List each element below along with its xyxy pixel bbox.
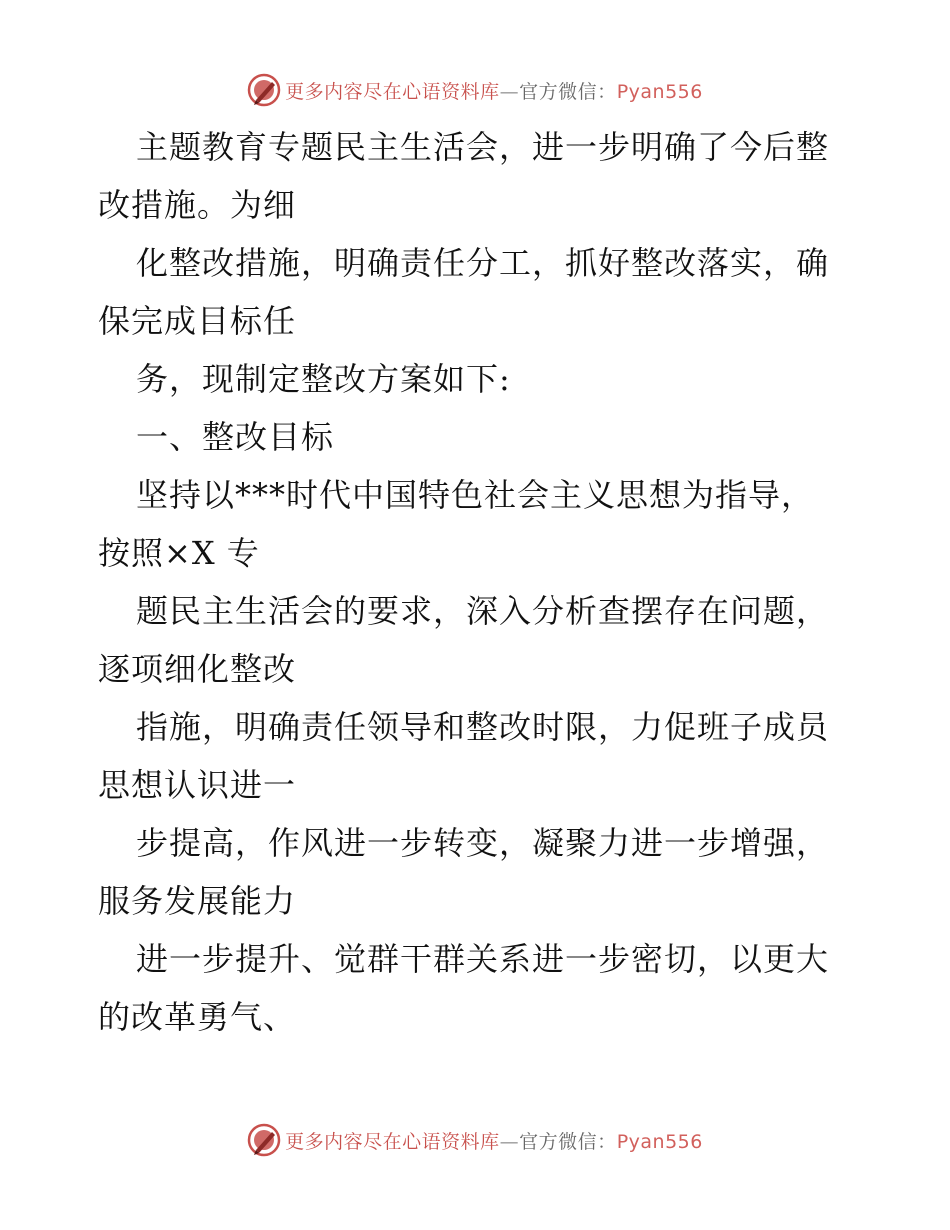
header-label: 官方微信： [519,80,617,103]
header-brand: 更多内容尽在心语资料库 [285,80,500,103]
footer-banner-text [285,1127,703,1154]
footer-wechat-id: Pyan556 [616,1130,703,1153]
text-line-12: 思想认识进一 [98,766,297,804]
text-line-13: 步提高，作风进一步转变，凝聚力进一步增强， [136,824,830,862]
footer-separator: — [499,1130,520,1153]
text-line-5: 务，现制定整改方案如下: [136,360,511,398]
footer-brand: 更多内容尽在心语资料库 [285,1130,500,1153]
footer-label: 官方微信： [519,1130,617,1153]
header-banner [0,70,950,110]
pen-logo-icon [247,1123,281,1157]
header-banner-text [285,77,703,104]
document-body [98,118,858,1046]
text-line-7: 坚持以***时代中国特色社会主义思想为指导， [136,476,815,514]
text-line-9: 题民主生活会的要求，深入分析查摆存在问题， [136,592,830,630]
header-separator: — [499,80,520,103]
text-line-2: 改措施。为细 [98,186,297,224]
text-line-4: 保完成目标任 [98,302,297,340]
text-line-10: 逐项细化整改 [98,650,297,688]
text-line-11: 指施，明确责任领导和整改时限，力促班子成员 [136,708,830,746]
text-line-8: 按照×X 专 [98,534,260,572]
footer-banner [0,1120,950,1160]
header-wechat-id: Pyan556 [616,80,703,103]
text-line-1: 主题教育专题民主生活会，进一步明确了今后整 [136,128,830,166]
text-line-14: 服务发展能力 [98,882,297,920]
text-line-15: 进一步提升、觉群干群关系进一步密切，以更大 [136,940,830,978]
section-heading: 一、整改目标 [136,418,335,456]
pen-logo-icon [247,73,281,107]
text-line-3: 化整改措施，明确责任分工，抓好整改落实，确 [136,244,830,282]
text-line-16: 的改革勇气、 [98,998,297,1036]
